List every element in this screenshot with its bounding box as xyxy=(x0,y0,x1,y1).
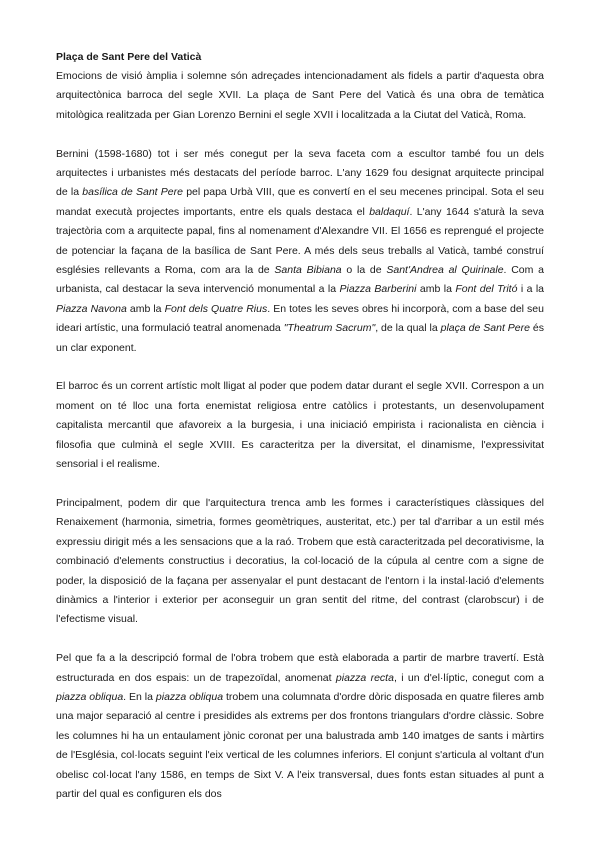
italic-text-run: piazza obliqua xyxy=(155,690,224,703)
italic-text-run: piazza obliqua xyxy=(56,690,124,703)
italic-text-run: Font del Tritó xyxy=(455,283,518,296)
text-run: Pel que fa a la descripció formal de l'obra trobem que està elaborada a partir de marbre travertí. Està estructurada en dos espais: un de trapezoïdal, anomenat xyxy=(56,652,544,684)
text-run: , de la qual la xyxy=(375,322,441,335)
paragraph-arquitectura xyxy=(56,494,544,630)
italic-text-run: Sant'Andrea al Quirinale xyxy=(386,264,504,277)
text-run: Emocions de visió àmplia i solemne són adreçades intencionadament als fidels a partir d'aquesta obra arquitectònica barroca del segle XVII. La plaça de Sant Pere del Vaticà és una obra de temàtica mitològica realitzada per Gian Lorenzo Bernini el segle XVII i localitzada a la Ciutat del Vaticà, Roma. xyxy=(56,70,544,121)
text-run: . L'any 1644 s'aturà la seva trajectòria com a arquitecte papal, fins al nomenament d'Alexandre VII. El 1656 es reprengué el projecte de potenciar la façana de la basílica de Sant Pere. A més dels seus treballs al Vaticà, també construí esglésies rellevants a Roma, com ara la de xyxy=(56,205,544,277)
italic-text-run: Font dels Quatre Rius xyxy=(164,302,268,315)
italic-text-run: "Theatrum Sacrum" xyxy=(283,322,376,335)
page-title: Plaça de Sant Pere del Vaticà xyxy=(56,51,202,63)
text-run: . Com a urbanista, cal destacar la seva intervenció monumental a la xyxy=(56,264,544,296)
italic-text-run: Piazza Barberini xyxy=(339,283,417,296)
italic-text-run: Piazza Navona xyxy=(56,302,127,315)
text-run: és un clar exponent. xyxy=(56,322,544,354)
text-run: El barroc és un corrent artístic molt lligat al poder que podem datar durant el segle XVII. Correspon a un moment on té lloc una forta enemistat religiosa entre catòlics i protestants, un desenvolupament capitalista mercantil que afavoreix a la burgesia, i una iniciació empirista i racionalista en ciència i filosofia que culminà el segle XVIII. Es caracteritza per la diversitat, el dinamisme, l'expressivitat sensorial i el realisme. xyxy=(56,380,544,471)
text-run: i a la xyxy=(517,283,545,296)
text-run: pel papa Urbà VIII, que es convertí en el seu mecenes principal. Sota el seu mandat executà projectes importants, entre els quals destaca el xyxy=(56,186,545,218)
paragraph-barroc xyxy=(56,377,544,474)
document-page xyxy=(56,48,544,824)
paragraph-descripcio xyxy=(56,649,544,804)
text-run: , i un d'el·líptic, conegut com a xyxy=(393,671,544,684)
italic-text-run: piazza recta xyxy=(335,671,394,684)
text-run: . En la xyxy=(123,690,156,703)
text-run: amb la xyxy=(416,283,456,296)
text-run: Bernini (1598-1680) tot i ser més conegut per la seva faceta com a escultor també fou un dels arquitectes i urbanistes més destacats del període barroc. L'any 1629 fou designat arquitecte principal de la xyxy=(56,147,544,199)
text-run: o la de xyxy=(341,264,387,277)
italic-text-run: basílica de Sant Pere xyxy=(82,186,183,199)
paragraph-intro xyxy=(56,67,544,125)
text-run: Principalment, podem dir que l'arquitectura trenca amb les formes i característiques clàssiques del Renaixement (harmonia, simetria, formes geomètriques, austeritat, etc.) per tal d'arribar a un estil més expressiu dirigit més a les sensacions que a la raó. Trobem que està caracteritzada pel decorativisme, la combinació d'elements constructius i decoratius, la col·locació de la cúpula al centre com a signe de poder, la disposició de la façana per assenyalar el punt destacant de l'entorn i la instal·lació d'elements dinàmics a l'interior i exterior per aconseguir un gran sentit del ritme, del contrast (clarobscur) i de l'efectisme visual. xyxy=(56,496,544,626)
text-run: . En totes les seves obres hi incorporà, com a base del seu ideari artístic, una formulació teatral anomenada xyxy=(56,302,544,335)
italic-text-run: plaça de Sant Pere xyxy=(440,322,530,335)
italic-text-run: baldaquí xyxy=(369,205,410,218)
text-run: trobem una columnata d'ordre dòric disposada en quatre fileres amb una major separació al centre i presidides als extrems per dos frontons triangulars d'ordre clàssic. Sobre les columnes hi ha un entaulament jònic coronat per una balustrada amb 140 imatges de sants i màrtirs de l'Església, col·locats seguint l'eix vertical de les columnes inferiors. El conjunt s'articula al voltant d'un obelisc col·locat l'any 1586, en temps de Sixt V. A l'eix transversal, dues fonts estan situades al punt a partir del qual es configuren els dos xyxy=(56,690,544,800)
italic-text-run: Santa Bibiana xyxy=(274,264,342,277)
text-run: amb la xyxy=(126,302,165,315)
paragraph-bernini xyxy=(56,145,544,358)
